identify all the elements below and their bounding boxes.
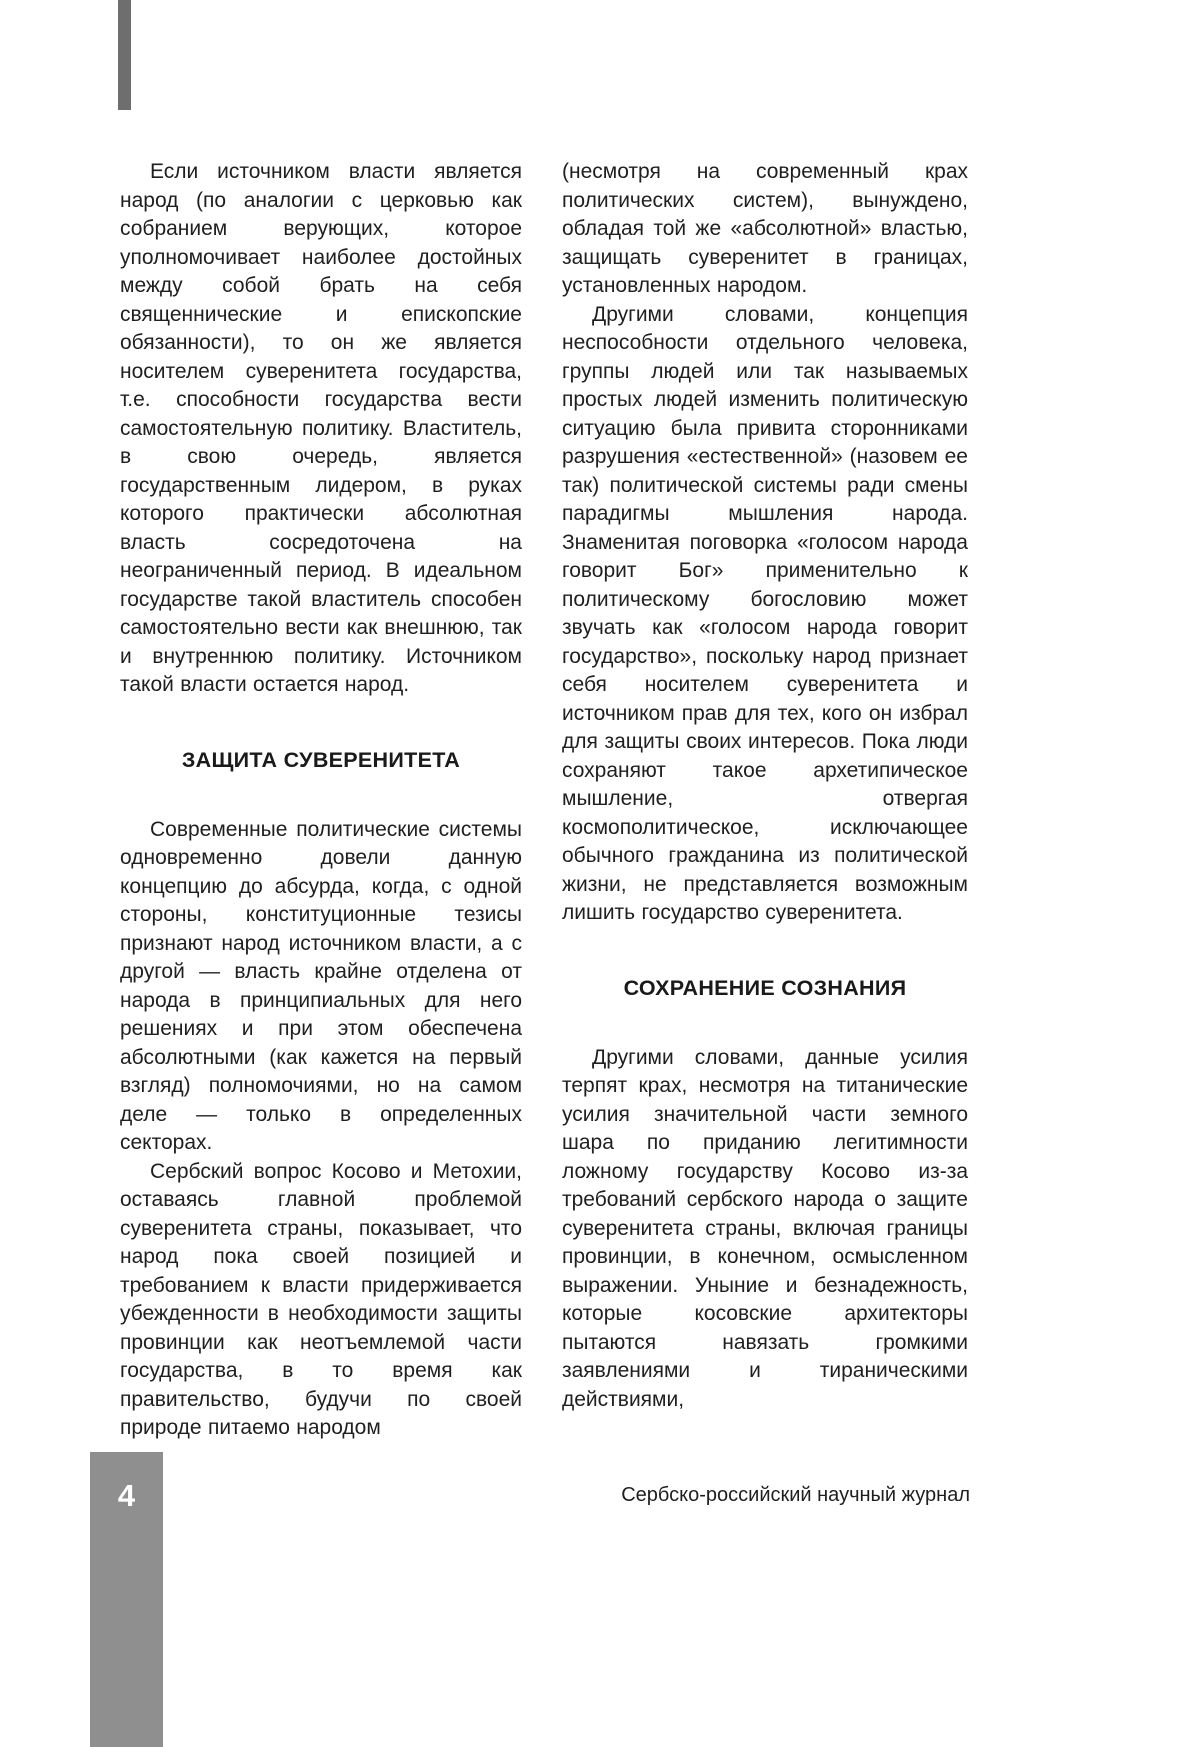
paragraph-concept-of-incapacity: Другими словами, концепция неспособности отдельного человека, группы людей или так называемых простых людей изменить политическую ситуацию была привита сторонниками разрушения «естественной» (назовем ее так) политической системы ради смены парадигмы мышления народа. Знаменитая поговорка «голосом народа говорит Бог» применительно к политическому богословию может звучать как «голосом народа говорит государство», поскольку народ признает себя носителем суверенитета и источником прав для тех, кого он избрал для защиты своих интересов. Пока люди сохраняют такое архетипическое мышление, отвергая космополитическое, исключающее обычного гражданина из политической жизни, не представляется возможным лишить государство суверенитета. <box>562 302 968 924</box>
footer-journal-title: Сербско-российский научный журнал <box>621 1484 970 1506</box>
paragraph-sovereignty-source: Если источником власти является народ (по аналогии с церковью как собранием верующих, которое уполномочивает наиболее достойных между собой брать на себя священнические и епископские обязанности), то он же является носителем суверенитета государства, т.е. способности государства вести самостоятельную политику. Властитель, в свою очередь, является государственным лидером, в руках которого практически абсолютная власть сосредоточена на неограниченный период. В идеальном государстве такой властитель способен самостоятельно вести как внешнюю, так и внутреннюю политику. Источником такой власти остается народ. <box>120 160 522 696</box>
left-column <box>120 158 522 1443</box>
paragraph-serbian-question: Сербский вопрос Косово и Метохии, оставаясь главной проблемой суверенитета страны, показывает, что народ пока своей позицией и требованием к власти придерживается убежденности в необходимости защиты провинции как неотъемлемой части государства, в то время как правительство, будучи по своей природе питаемо народом <box>120 1159 522 1439</box>
top-margin-bar <box>118 0 131 110</box>
paragraph-efforts-fail: Другими словами, данные усилия терпят крах, несмотря на титанические усилия значительной части земного шара по приданию легитимности ложному государству Косово из-за требований сербского народа о защите суверенитета страны, включая границы провинции, в конечном, осмысленном выражении. Уныние и безнадежность, которые косовские архитекторы пытаются навязать громкими заявлениями и тираническими действиями, <box>562 1045 968 1411</box>
section-heading-preservation-of-consciousness: СОХРАНЕНИЕ СОЗНАНИЯ <box>623 975 907 1000</box>
paragraph-modern-political-systems: Современные политические системы одновременно довели данную концепцию до абсурда, когда, с одной стороны, конституционные тезисы признают народ источником власти, а с другой — власть крайне отделена от народа в принципиальных для него решениях и при этом обеспечена абсолютными (как кажется на первый взгляд) полномочиями, но на самом деле — только в определенных секторах. <box>120 817 522 1154</box>
right-column <box>562 158 968 1414</box>
section-heading-protection-of-sovereignty: ЗАЩИТА СУВЕРЕНИТЕТА <box>181 747 461 772</box>
paragraph-continuation: (несмотря на современный крах политических систем), вынуждено, обладая той же «абсолютной» властью, защищать суверенитет в границах, установленных народом. <box>562 160 968 297</box>
page-number: 4 <box>117 1478 136 1513</box>
